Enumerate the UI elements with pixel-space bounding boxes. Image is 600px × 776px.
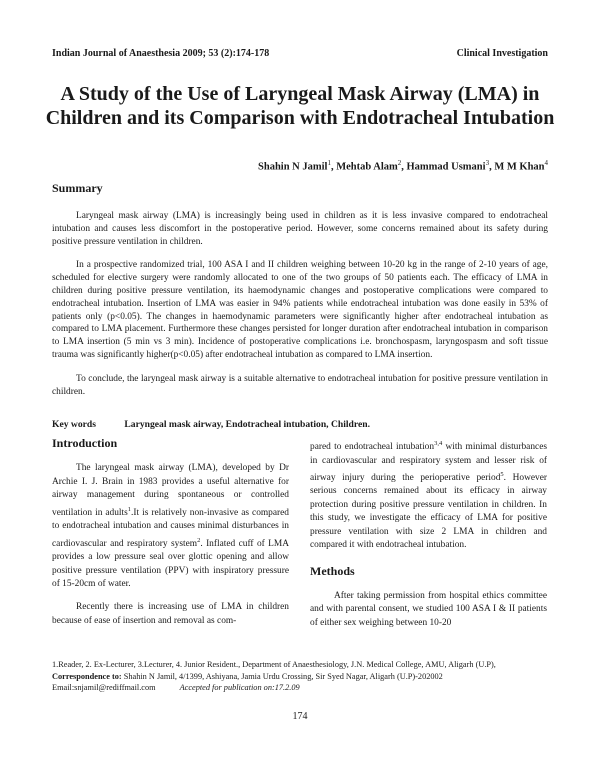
author-affiliation-number: 4 xyxy=(544,159,548,167)
methods-heading: Methods xyxy=(310,563,355,578)
author-affiliation-number: 3 xyxy=(485,159,490,167)
email-address: Email:snjamil@rediffmail.com xyxy=(52,683,156,692)
text-run: .It is relatively non-invasive as compared to endotracheal intubation and causes minimal disturbances in cardiovascular and respiratory system xyxy=(52,507,289,549)
correspondence-address: Shahin N Jamil, 4/1399, Ashiyana, Jamia Urdu Crossing, Sir Syed Nagar, Aligarh (U.P)-202002 xyxy=(123,671,443,681)
journal-citation: Indian Journal of Anaesthesia 2009; 53 (2):174-178 xyxy=(52,48,270,59)
introduction-paragraph-continued xyxy=(310,437,547,553)
keywords-text: Laryngeal mask airway, Endotracheal intubation, Children. xyxy=(124,419,370,430)
abstract-paragraph: Laryngeal mask airway (LMA) is increasingly being used in children as it is less invasive compared to endotracheal intubation and causes less discomfort in the postoperative period. However, some concerns remained about its safety during positive pressure ventilation in children. xyxy=(52,211,548,247)
author-affiliation-number: 2 xyxy=(397,159,402,167)
citation-ref: 3,4 xyxy=(434,440,443,447)
author-name: Shahin N Jamil xyxy=(258,161,328,173)
abstract-paragraph: In a prospective randomized trial, 100 ASA I and II children weighing between 10-20 kg in the range of 2-10 years of age, scheduled for elective surgery were randomly allocated to one of the two groups of 50 patients each. The efficacy of LMA in children during positive pressure ventilation, its haemodynamic changes and postoperative complications were compared to endotracheal intubation. Insertion of LMA was easier in 94% patients while endotracheal intubation was done easily in 53% of patients only (p<0.05). The changes in haemodynamic parameters were significantly higher after endotracheal intubation as compared to LMA placement. Furthermore these changes persisted for longer duration after endotracheal intubation in comparison to LMA insertion (5 min vs 3 min). Incidence of postoperative complications i.e. bronchospasm, laryngospasm and soft tissue trauma was significantly higher(p<0.05) after endotracheal intubation as compared to LMA insertion. xyxy=(52,260,548,360)
text-run: The laryngeal mask airway (LMA), developed by Dr Archie I. J. Brain in 1983 provides a useful alternative for airway management during spontaneous or controlled ventilation in adults xyxy=(52,463,289,518)
citation-ref: 5 xyxy=(500,470,504,478)
affiliations-footnote: 1.Reader, 2. Ex-Lecturer, 3.Lecturer, 4. Junior Resident., Department of Anaesthesiology, J.N. Medical College, AMU, Aligarh (U.P), xyxy=(52,660,496,669)
keywords-label: Key words xyxy=(52,419,96,430)
footnotes xyxy=(52,659,560,694)
author-name: Hammad Usmani xyxy=(406,161,486,173)
article-title: A Study of the Use of Laryngeal Mask Airway (LMA) in Children and its Comparison with Endotracheal Intubation xyxy=(45,83,555,129)
text-run: . However serious concerns remained about its efficacy in airway protection during positive pressure ventilation in children. In this study, we investigate the efficacy of LMA for positive pressure ventilation with size 2 LMA in children and compared it with endotracheal intubation. xyxy=(310,473,547,551)
citation-ref: 2 xyxy=(197,536,201,544)
keywords-line xyxy=(52,419,548,430)
text-run: with minimal disturbances in cardiovascular and respiratory system and lesser risk of airway injury during the perioperative period xyxy=(310,442,548,484)
right-column xyxy=(310,437,547,640)
author-affiliation-number: 1 xyxy=(327,159,331,167)
correspondence-label: Correspondence to: xyxy=(52,671,122,681)
author-list: Shahin N Jamil$^1$, Mehtab Alam$^2$, Hammad Usmani$^3$, M M Khan$^4$ xyxy=(258,159,548,173)
introduction-paragraph: Recently there is increasing use of LMA in children because of ease of insertion and removal as com- xyxy=(52,602,289,626)
introduction-heading: Introduction xyxy=(52,436,118,450)
left-column xyxy=(52,437,289,638)
text-run: . Inflated cuff of LMA provides a low pressure seal over glottic opening and allow positive pressure ventilation (PPV) with inspiratory pressure of 15-20cm of water. xyxy=(52,538,289,589)
running-head xyxy=(52,48,548,59)
abstract-paragraph: To conclude, the laryngeal mask airway is a suitable alternative to endotracheal intubation for positive pressure ventilation in children. xyxy=(52,373,548,397)
text-run: pared to endotracheal intubation xyxy=(310,442,435,453)
abstract xyxy=(52,210,548,409)
page-number: 174 xyxy=(292,711,308,722)
citation-ref: 1 xyxy=(127,505,132,513)
accepted-date: Accepted for publication on:17.2.09 xyxy=(179,683,300,692)
author-name: Mehtab Alam xyxy=(336,161,398,173)
correspondence-footnote xyxy=(52,671,560,683)
introduction-paragraph xyxy=(52,462,289,591)
methods-paragraph: After taking permission from hospital ethics committee and with parental consent, we studied 100 ASA I & II patients of either sex weighing between 10-20 xyxy=(310,590,547,628)
section-label: Clinical Investigation xyxy=(456,48,548,59)
summary-heading: Summary xyxy=(52,181,103,195)
email-line xyxy=(52,682,560,694)
author-name: M M Khan xyxy=(494,161,545,173)
